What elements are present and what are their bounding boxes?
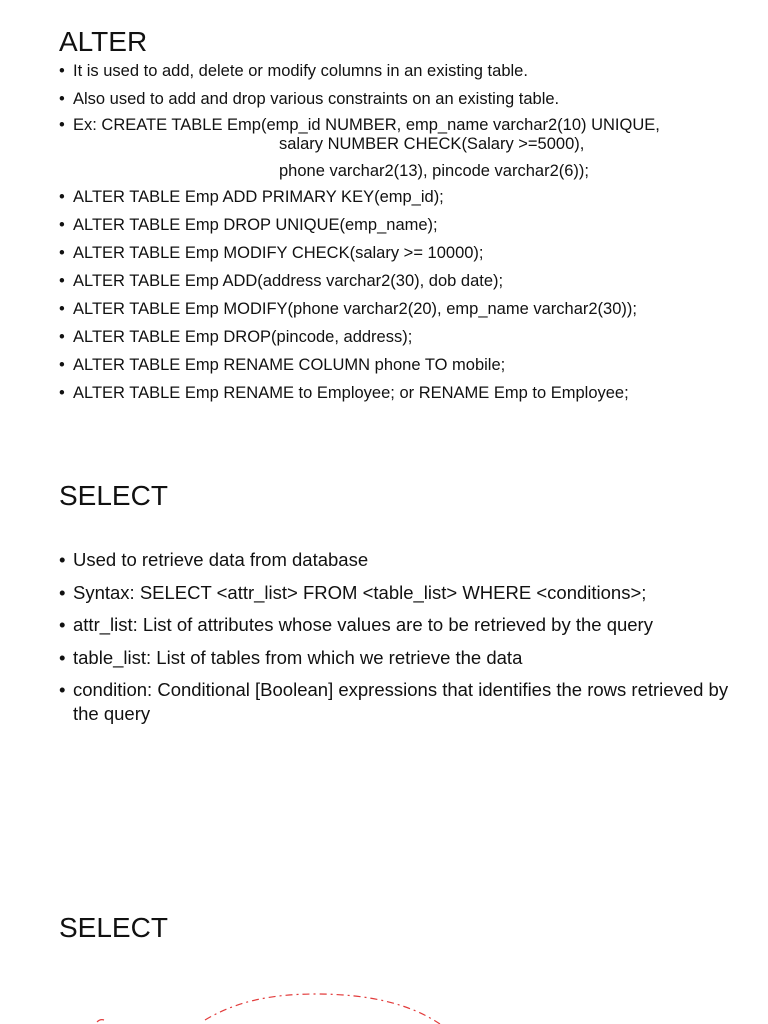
alter-statement-add-primary-key: • ALTER TABLE Emp ADD PRIMARY KEY(emp_id); [59,184,660,212]
example-line-1: Ex: CREATE TABLE Emp(emp_id NUMBER, emp_name varchar2(10) UNIQUE, [73,116,660,134]
select-bullet-purpose: • Used to retrieve data from database [59,548,733,572]
select-slide-2-title: SELECT [59,912,168,943]
select-bullet-condition: • condition: Conditional [Boolean] expressions that identifies the rows retrieved by the query [59,678,733,726]
alter-statement-rename-table: • ALTER TABLE Emp RENAME to Employee; or RENAME Emp to Employee; [59,380,660,408]
alter-bullet-definition: • It is used to add, delete or modify columns in an existing table. [59,58,660,86]
alter-statement-drop-unique: • ALTER TABLE Emp DROP UNIQUE(emp_name); [59,212,660,240]
alter-statement-modify-check: • ALTER TABLE Emp MODIFY CHECK(salary >= 10000); [59,240,660,268]
alter-slide-title: ALTER [59,26,148,57]
alter-bullet-example [59,116,660,181]
dashed-arc-left [97,1020,104,1022]
alter-bullet-constraints: • Also used to add and drop various constraints on an existing table. [59,86,660,114]
alter-statement-modify-columns: • ALTER TABLE Emp MODIFY(phone varchar2(20), emp_name varchar2(30)); [59,296,660,324]
example-line-2: salary NUMBER CHECK(Salary >=5000), [279,135,585,153]
select-bullet-attr-list: • attr_list: List of attributes whose values are to be retrieved by the query [59,613,733,637]
dashed-arc-diagram [0,980,768,1024]
alter-bullet-list [59,58,660,408]
dashed-arc-top [205,994,440,1024]
example-line-3: phone varchar2(13), pincode varchar2(6)); [279,162,589,180]
select-bullet-table-list: • table_list: List of tables from which we retrieve the data [59,646,733,670]
alter-statement-add-columns: • ALTER TABLE Emp ADD(address varchar2(30), dob date); [59,268,660,296]
select-bullet-list [59,548,733,735]
alter-statement-rename-column: • ALTER TABLE Emp RENAME COLUMN phone TO mobile; [59,352,660,380]
select-bullet-syntax: • Syntax: SELECT <attr_list> FROM <table_list> WHERE <conditions>; [59,581,733,605]
alter-statement-drop-columns: • ALTER TABLE Emp DROP(pincode, address); [59,324,660,352]
select-slide-title: SELECT [59,480,168,511]
